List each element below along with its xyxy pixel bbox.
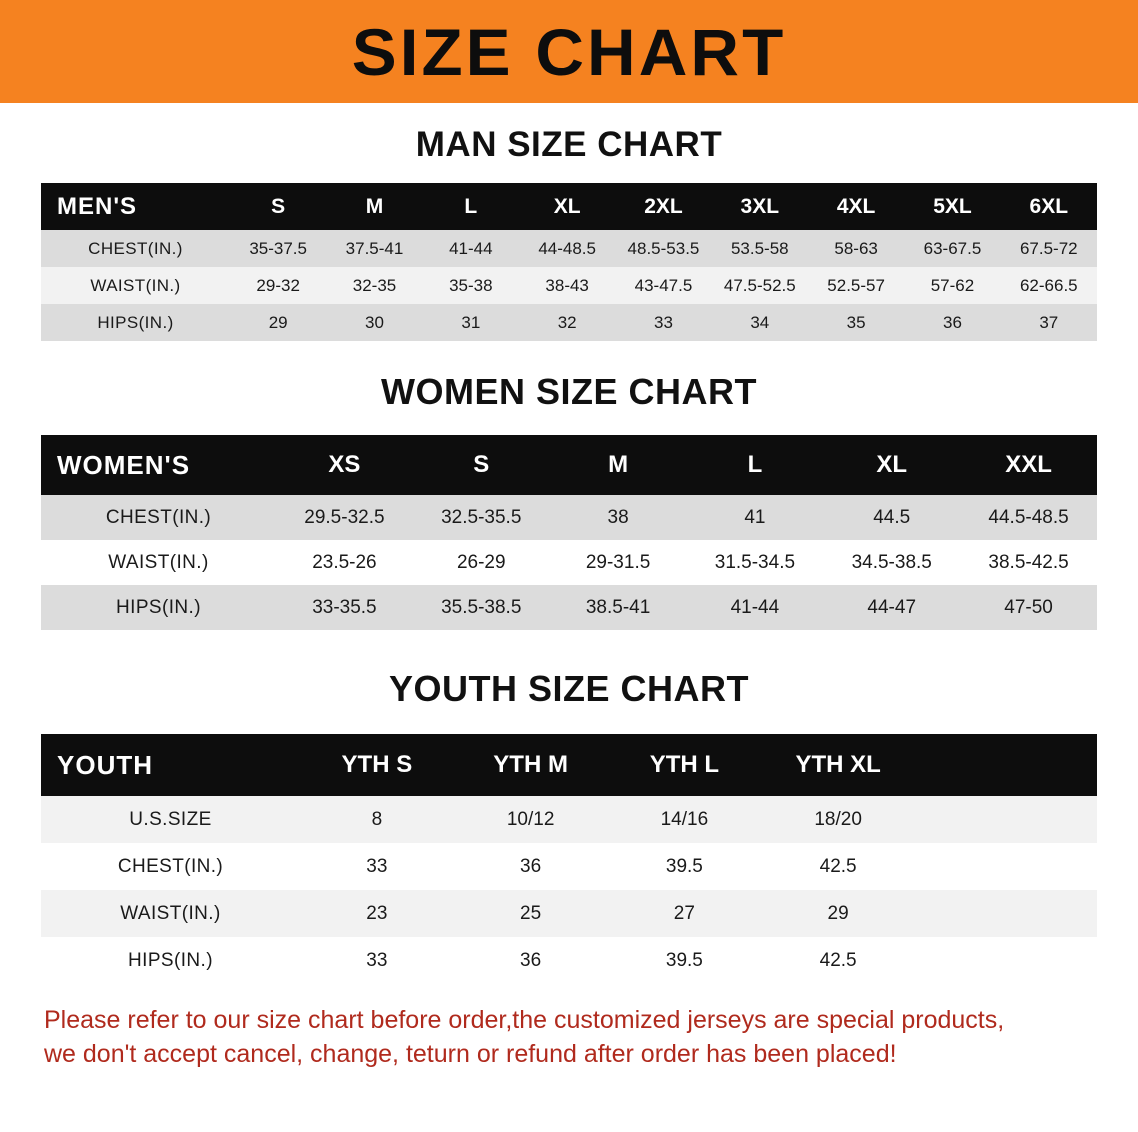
youth-cell-1-1: 36 xyxy=(520,855,542,877)
women-col-0: XS xyxy=(276,435,413,495)
youth-section-title: YOUTH SIZE CHART xyxy=(388,668,749,709)
man-cell-0-0: 35-37.5 xyxy=(249,238,307,258)
table-row xyxy=(41,937,1097,984)
man-cell-0-4: 48.5-53.5 xyxy=(627,238,700,258)
man-cell-2-4: 33 xyxy=(654,312,673,332)
youth-cell-1-3: 42.5 xyxy=(819,855,857,877)
women-cell-1-4: 34.5-38.5 xyxy=(851,551,932,573)
youth-cell-2-0: 23 xyxy=(366,902,388,924)
man-cell-1-5: 47.5-52.5 xyxy=(723,275,796,295)
women-cell-0-2: 38 xyxy=(607,506,629,528)
man-size-table xyxy=(41,183,1097,341)
women-cell-2-0: 33-35.5 xyxy=(312,596,377,618)
man-col-6: 4XL xyxy=(808,183,904,230)
youth-col-2: YTH L xyxy=(608,734,762,796)
youth-cell-2-spacer xyxy=(915,890,1097,937)
women-cell-0-1: 32.5-35.5 xyxy=(441,506,522,528)
youth-cell-3-spacer xyxy=(915,937,1097,984)
man-cell-1-3: 38-43 xyxy=(545,275,589,295)
man-section-title: MAN SIZE CHART xyxy=(415,125,723,164)
man-cell-0-7: 63-67.5 xyxy=(923,238,982,258)
women-cell-1-1: 26-29 xyxy=(456,551,506,573)
man-table-head xyxy=(41,183,1097,230)
youth-cell-3-0: 33 xyxy=(366,949,388,971)
man-cell-1-7: 57-62 xyxy=(930,275,975,295)
table-row xyxy=(41,540,1097,585)
man-cell-1-0: 29-32 xyxy=(256,275,300,295)
youth-table-body xyxy=(41,796,1097,984)
page-title: SIZE CHART xyxy=(351,14,787,89)
women-col-4: XL xyxy=(823,435,960,495)
table-row xyxy=(41,304,1097,341)
women-cell-0-3: 41 xyxy=(744,506,766,528)
youth-cell-3-2: 39.5 xyxy=(665,949,703,971)
man-cell-0-8: 67.5-72 xyxy=(1019,238,1078,258)
man-col-8: 6XL xyxy=(1001,183,1097,230)
man-col-5: 3XL xyxy=(712,183,808,230)
women-row-0-label: CHEST(IN.) xyxy=(105,506,212,528)
man-cell-2-1: 30 xyxy=(365,312,384,332)
youth-col-0: YTH S xyxy=(300,734,454,796)
youth-cell-2-1: 25 xyxy=(520,902,542,924)
man-cell-1-6: 52.5-57 xyxy=(827,275,885,295)
women-cell-1-5: 38.5-42.5 xyxy=(988,551,1069,573)
women-cell-2-2: 38.5-41 xyxy=(585,596,651,618)
women-col-3: L xyxy=(686,435,823,495)
man-row-0-label: CHEST(IN.) xyxy=(88,238,183,258)
table-row xyxy=(41,843,1097,890)
youth-cell-1-spacer xyxy=(915,843,1097,890)
youth-cell-3-3: 42.5 xyxy=(819,949,857,971)
youth-cell-1-2: 39.5 xyxy=(665,855,703,877)
man-cell-2-0: 29 xyxy=(268,312,288,332)
table-row xyxy=(41,890,1097,937)
man-cell-0-1: 37.5-41 xyxy=(345,238,404,258)
youth-cell-0-1: 10/12 xyxy=(506,808,555,830)
women-cell-0-0: 29.5-32.5 xyxy=(304,506,385,528)
women-cell-2-4: 44-47 xyxy=(867,596,917,618)
women-size-table xyxy=(41,435,1097,630)
man-cell-2-5: 34 xyxy=(750,312,770,332)
man-col-0: S xyxy=(230,183,326,230)
man-cell-0-3: 44-48.5 xyxy=(538,238,596,258)
table-header-row xyxy=(41,435,1097,495)
youth-cell-2-2: 27 xyxy=(673,902,695,924)
man-cell-1-8: 62-66.5 xyxy=(1019,275,1078,295)
man-col-7: 5XL xyxy=(904,183,1000,230)
man-row-1-label: WAIST(IN.) xyxy=(90,275,181,295)
youth-table-head xyxy=(41,734,1097,796)
youth-row-3-label: HIPS(IN.) xyxy=(128,949,213,971)
man-table-body xyxy=(41,230,1097,341)
women-cell-2-1: 35.5-38.5 xyxy=(441,596,522,618)
youth-cell-0-3: 18/20 xyxy=(814,808,862,830)
women-col-2: M xyxy=(550,435,687,495)
man-cell-2-6: 35 xyxy=(846,312,866,332)
man-cell-0-6: 58-63 xyxy=(834,238,878,258)
youth-cell-0-spacer xyxy=(915,796,1097,843)
youth-col-1: YTH M xyxy=(454,734,608,796)
women-cell-0-4: 44.5 xyxy=(873,506,911,528)
youth-cell-0-0: 8 xyxy=(371,808,383,830)
women-cell-2-3: 41-44 xyxy=(730,596,780,618)
man-col-2: L xyxy=(423,183,519,230)
youth-cell-2-3: 29 xyxy=(827,902,849,924)
youth-row-2-label: WAIST(IN.) xyxy=(120,902,221,924)
women-cell-1-0: 23.5-26 xyxy=(312,551,377,573)
table-header-row xyxy=(41,734,1097,796)
youth-row-0-label: U.S.SIZE xyxy=(129,808,212,830)
women-table-wrapper xyxy=(0,435,1138,630)
disclaimer-line-1: Please refer to our size chart before order,the customized jerseys are special products, xyxy=(44,1006,1005,1034)
man-cell-1-1: 32-35 xyxy=(352,275,397,295)
youth-header-label: YOUTH xyxy=(41,734,300,796)
women-header-label: WOMEN'S xyxy=(41,435,276,495)
man-cell-2-2: 31 xyxy=(461,312,481,332)
women-table-head xyxy=(41,435,1097,495)
women-table-body xyxy=(41,495,1097,630)
man-cell-1-4: 43-47.5 xyxy=(634,275,693,295)
youth-size-table xyxy=(41,734,1097,984)
man-cell-1-2: 35-38 xyxy=(449,275,493,295)
youth-col-3: YTH XL xyxy=(761,734,915,796)
youth-row-1-label: CHEST(IN.) xyxy=(117,855,224,877)
disclaimer-note xyxy=(0,1004,1138,1072)
youth-cell-0-2: 14/16 xyxy=(660,808,709,830)
youth-cell-3-1: 36 xyxy=(520,949,542,971)
man-col-4: 2XL xyxy=(615,183,711,230)
man-col-3: XL xyxy=(519,183,615,230)
youth-cell-1-0: 33 xyxy=(366,855,388,877)
man-row-2-label: HIPS(IN.) xyxy=(97,312,174,332)
man-table-wrapper xyxy=(0,183,1138,341)
women-cell-2-5: 47-50 xyxy=(1004,596,1053,618)
man-cell-2-7: 36 xyxy=(943,312,962,332)
women-section-title: WOMEN SIZE CHART xyxy=(381,371,757,412)
man-col-1: M xyxy=(326,183,422,230)
women-col-5: XXL xyxy=(960,435,1097,495)
man-header-label: MEN'S xyxy=(41,183,230,230)
table-header-row xyxy=(41,183,1097,230)
women-cell-0-5: 44.5-48.5 xyxy=(988,506,1069,528)
man-cell-2-3: 32 xyxy=(557,312,577,332)
women-cell-1-3: 31.5-34.5 xyxy=(714,551,796,573)
man-cell-2-8: 37 xyxy=(1039,312,1059,332)
women-cell-1-2: 29-31.5 xyxy=(585,551,651,573)
table-row xyxy=(41,495,1097,540)
table-row xyxy=(41,585,1097,630)
disclaimer-line-2: we don't accept cancel, change, teturn or refund after order has been placed! xyxy=(44,1039,897,1068)
women-row-2-label: HIPS(IN.) xyxy=(116,596,201,618)
youth-col-spacer xyxy=(915,734,1097,796)
women-row-1-label: WAIST(IN.) xyxy=(108,551,209,573)
man-cell-0-5: 53.5-58 xyxy=(730,238,789,258)
youth-table-wrapper xyxy=(0,734,1138,984)
man-cell-0-2: 41-44 xyxy=(449,238,493,258)
table-row xyxy=(41,267,1097,304)
header-banner xyxy=(0,0,1138,103)
table-row xyxy=(41,230,1097,267)
table-row xyxy=(41,796,1097,843)
women-col-1: S xyxy=(413,435,550,495)
